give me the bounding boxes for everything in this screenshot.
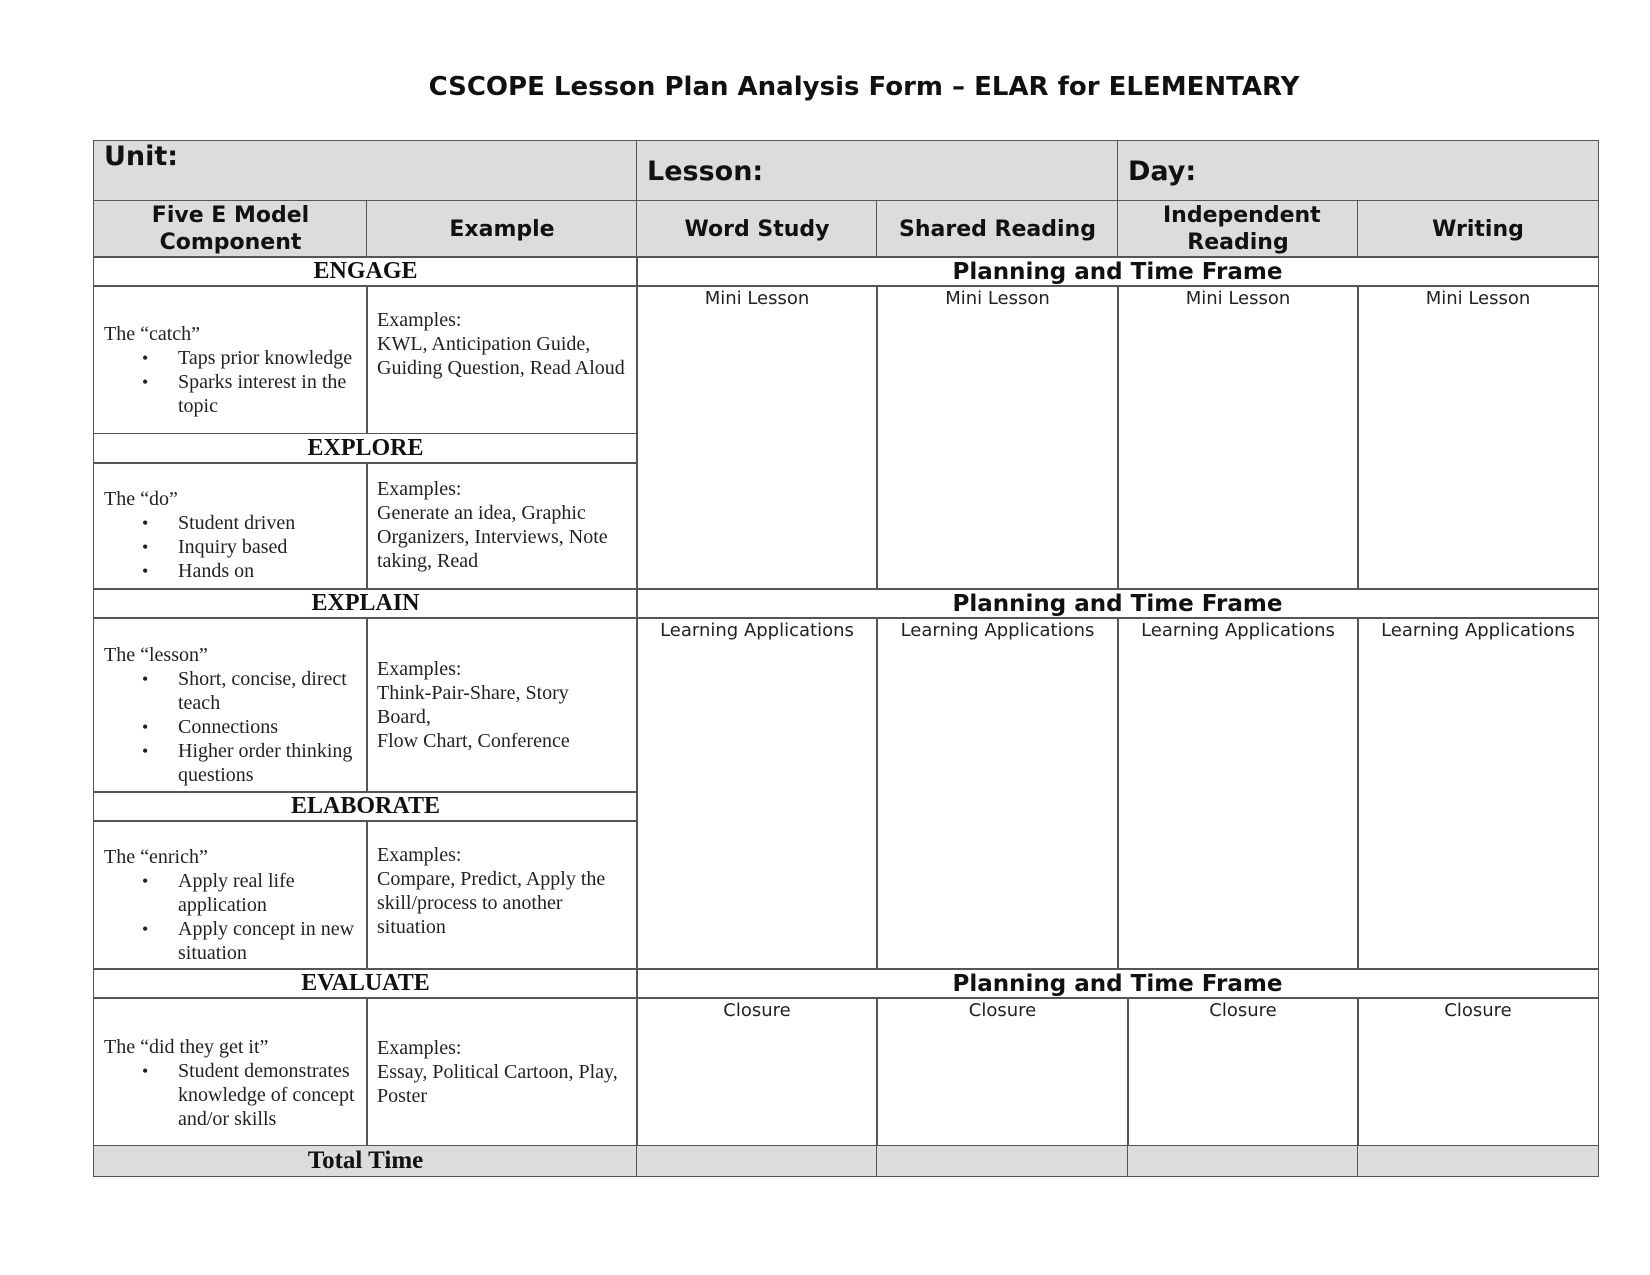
phase-explain: EXPLAIN xyxy=(93,588,638,619)
column-header-five-e: Five E Model Component xyxy=(93,200,368,258)
examples-label: Examples: xyxy=(377,478,462,500)
column-header-writing: Writing xyxy=(1357,200,1599,258)
evaluate-lead: The “did they get it” xyxy=(104,1036,269,1058)
explore-examples xyxy=(366,462,638,590)
lesson-field[interactable] xyxy=(636,140,1119,202)
elaborate-description xyxy=(93,820,368,970)
column-header-shared-reading: Shared Reading xyxy=(876,200,1119,258)
list-item: • Inquiry based xyxy=(178,535,357,559)
evaluate-bullets xyxy=(104,1059,357,1131)
independent-reading-mini-lesson[interactable]: Mini Lesson xyxy=(1117,285,1359,590)
phase-explore: EXPLORE xyxy=(93,433,638,464)
examples-text: Generate an idea, Graphic Organizers, Interviews, Note taking, Read xyxy=(377,502,608,572)
column-header-independent-reading: Independent Reading xyxy=(1117,200,1359,258)
engage-description xyxy=(93,285,368,435)
independent-reading-closure[interactable]: Closure xyxy=(1127,997,1359,1147)
phase-elaborate: ELABORATE xyxy=(93,791,638,822)
shared-reading-learning-applications[interactable]: Learning Applications xyxy=(876,617,1119,970)
word-study-mini-lesson[interactable]: Mini Lesson xyxy=(636,285,878,590)
column-header-example: Example xyxy=(366,200,638,258)
evaluate-description xyxy=(93,997,368,1147)
examples-text: Flow Chart, Conference xyxy=(377,730,570,752)
explain-examples xyxy=(366,617,638,793)
list-item: • Connections xyxy=(178,715,357,739)
list-item: • Taps prior knowledge xyxy=(178,346,357,370)
independent-reading-total-time[interactable] xyxy=(1127,1145,1359,1177)
explore-description xyxy=(93,462,368,590)
examples-label: Examples: xyxy=(377,1037,462,1059)
planning-time-frame-2: Planning and Time Frame xyxy=(636,588,1599,619)
day-label: Day: xyxy=(1128,155,1197,187)
unit-field[interactable] xyxy=(93,140,638,202)
shared-reading-closure[interactable]: Closure xyxy=(876,997,1129,1147)
independent-reading-learning-applications[interactable]: Learning Applications xyxy=(1117,617,1359,970)
elaborate-bullets xyxy=(104,869,357,965)
list-item: • Apply concept in new situation xyxy=(178,917,357,965)
engage-bullets xyxy=(104,346,357,418)
list-item: • Hands on xyxy=(178,559,357,583)
column-header-word-study: Word Study xyxy=(636,200,878,258)
word-study-total-time[interactable] xyxy=(636,1145,878,1177)
word-study-closure[interactable]: Closure xyxy=(636,997,878,1147)
list-item: • Short, concise, direct teach xyxy=(178,667,357,715)
list-item: • Higher order thinking questions xyxy=(178,739,357,787)
examples-text: Essay, Political Cartoon, Play, Poster xyxy=(377,1061,618,1107)
writing-closure[interactable]: Closure xyxy=(1357,997,1599,1147)
examples-text: KWL, Anticipation Guide, Guiding Question, Read Aloud xyxy=(377,333,625,379)
day-field[interactable] xyxy=(1117,140,1599,202)
phase-engage: ENGAGE xyxy=(93,256,638,287)
explain-bullets xyxy=(104,667,357,787)
list-item: • Apply real life application xyxy=(178,869,357,917)
writing-learning-applications[interactable]: Learning Applications xyxy=(1357,617,1599,970)
examples-label: Examples: xyxy=(377,309,462,331)
planning-time-frame-3: Planning and Time Frame xyxy=(636,968,1599,999)
planning-time-frame-1: Planning and Time Frame xyxy=(636,256,1599,287)
examples-label: Examples: xyxy=(377,658,462,680)
unit-label: Unit: xyxy=(104,141,179,172)
evaluate-examples xyxy=(366,997,638,1147)
elaborate-examples xyxy=(366,820,638,970)
shared-reading-mini-lesson[interactable]: Mini Lesson xyxy=(876,285,1119,590)
elaborate-lead: The “enrich” xyxy=(104,846,208,868)
list-item: • Sparks interest in the topic xyxy=(178,370,357,418)
lesson-label: Lesson: xyxy=(647,155,764,187)
word-study-learning-applications[interactable]: Learning Applications xyxy=(636,617,878,970)
engage-examples xyxy=(366,285,638,435)
list-item: • Student driven xyxy=(178,511,357,535)
total-time-label: Total Time xyxy=(93,1145,638,1177)
engage-lead: The “catch” xyxy=(104,323,201,345)
list-item: • Student demonstrates knowledge of concept and/or skills xyxy=(178,1059,357,1131)
writing-total-time[interactable] xyxy=(1357,1145,1599,1177)
explore-bullets xyxy=(104,511,357,583)
explain-lead: The “lesson” xyxy=(104,644,208,666)
examples-text: Think-Pair-Share, Story Board, xyxy=(377,682,569,728)
examples-label: Examples: xyxy=(377,844,462,866)
examples-text: Compare, Predict, Apply the skill/process to another situation xyxy=(377,868,606,938)
explore-lead: The “do” xyxy=(104,488,178,510)
explain-description xyxy=(93,617,368,793)
shared-reading-total-time[interactable] xyxy=(876,1145,1129,1177)
writing-mini-lesson[interactable]: Mini Lesson xyxy=(1357,285,1599,590)
page-title: CSCOPE Lesson Plan Analysis Form – ELAR for ELEMENTARY xyxy=(428,72,1300,102)
phase-evaluate: EVALUATE xyxy=(93,968,638,999)
